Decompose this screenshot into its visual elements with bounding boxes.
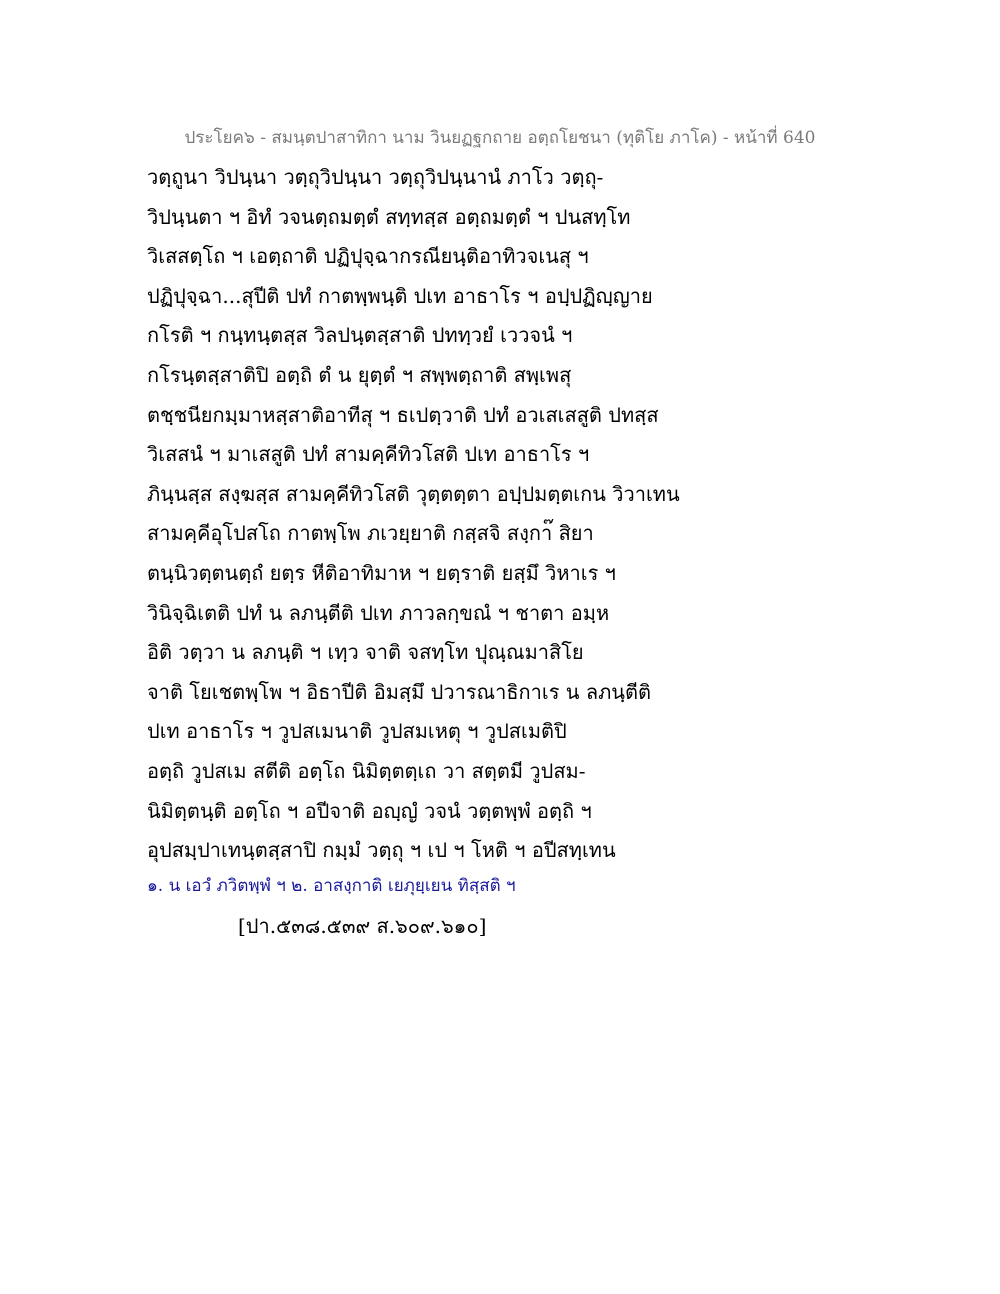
body-line: วตฺถูนา วิปนฺนา วตฺถุวิปนฺนา วตฺถุวิปนฺนานํ ภาโว วตฺถุ- — [147, 165, 604, 189]
body-line: ตชฺชนียกมฺมาหสฺสาติอาทีสุ ฯ ธเปตฺวาติ ปทํ อวเสเสสูติ ปทสฺส — [147, 402, 659, 427]
body-line: ปเท อาธาโร ฯ วูปสเมนาติ วูปสมเหตุ ฯ วูปสเมติปิ — [147, 719, 567, 744]
body-line: วินิจฺฉิเตติ ปทํ น ลภนฺตีติ ปเท ภาวลกฺขณํ ฯ ชาตา อมฺห — [147, 600, 610, 625]
body-line: กโรติ ฯ กนฺทนฺตสฺส วิลปนฺตสฺสาติ ปททฺวยํ เววจนํ ฯ — [147, 323, 573, 348]
footnote: ๑. น เอวํ ภวิตพฺพํ ฯ ๒. อาสงฺกาติ เยภุยฺเยน ทิสฺสติ ฯ — [147, 876, 516, 896]
body-line: วิเสสตฺโถ ฯ เอตฺถาติ ปฏิปุจฺฉากรณียนฺติอาทิวจเนสุ ฯ — [147, 244, 589, 269]
running-header: ประโยค๖ - สมนฺตปาสาทิกา นาม วินยฏฐกถาย อตฺถโยชนา (ทุติโย ภาโค) - หน้าที่ 640 — [184, 128, 816, 148]
body-line: จาติ โยเชตพฺโพ ฯ อิธาปีติ อิมสฺมึ ปวารณาธิกาเร น ลภนฺตีติ — [147, 679, 651, 704]
body-line: อตฺถิ วูปสเม สตีติ อตฺโถ นิมิตฺตตฺเถ วา สตฺตมี วูปสม- — [147, 758, 586, 783]
body-line: วิเสสนํ ฯ มาเสสูติ ปทํ สามคฺคีทิวโสติ ปเท อาธาโร ฯ — [147, 442, 590, 467]
body-line: ปฏิปุจฺฉา...สุปีติ ปทํ กาตพฺพนฺติ ปเท อาธาโร ฯ อปฺปฏิญฺญาย — [147, 283, 653, 308]
body-line: สามคฺคีอุโปสโถ กาตพฺโพ ภเวยฺยาติ กสฺสจิ สงฺกา๊ สิยา — [147, 521, 594, 546]
body-line: นิมิตฺตนฺติ อตฺโถ ฯ อปีจาติ อญฺญํ วจนํ วตฺตพฺพํ อตฺถิ ฯ — [147, 798, 592, 823]
page-reference: [ปา.๕๓๘.๕๓๙ ส.๖๐๙.๖๑๐] — [238, 914, 487, 938]
body-text — [147, 158, 767, 871]
body-line: ภินฺนสฺส สงฺฆสฺส สามคฺคีทิวโสติ วุตฺตตฺตา อปฺปมตฺตเกน วิวาเทน — [147, 481, 680, 506]
body-line: กโรนฺตสฺสาติปิ อตฺถิ ตํ น ยุตฺตํ ฯ สพฺพตฺถาติ สพฺเพสุ — [147, 362, 572, 387]
body-line: อิติ วตฺวา น ลภนฺติ ฯ เทฺว จาติ จสทฺโท ปุณฺณมาสิโย — [147, 640, 584, 665]
body-line: อุปสมฺปาเทนฺตสฺสาปิ กมฺมํ วตฺถุ ฯ เป ฯ โหติ ฯ อปีสทฺเทน — [147, 838, 616, 863]
body-line: ตนฺนิวตฺตนตฺถํ ยตฺร หีติอาทิมาห ฯ ยตฺราติ ยสฺมึ วิหาเร ฯ — [147, 560, 616, 585]
body-line: วิปนฺนตา ฯ อิทํ วจนตฺถมตฺตํ สทฺทสฺส อตฺถมตฺตํ ฯ ปนสทฺโท — [147, 204, 631, 229]
